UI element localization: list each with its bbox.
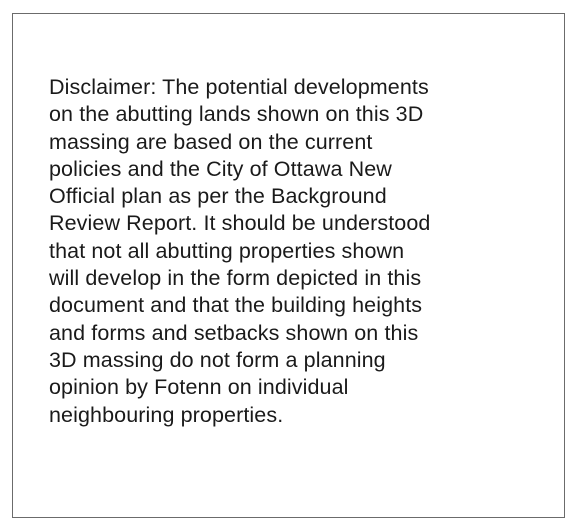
disclaimer-line: 3D massing do not form a planning	[49, 347, 386, 372]
disclaimer-line: opinion by Fotenn on individual	[49, 375, 349, 400]
disclaimer-line: and forms and setbacks shown on this	[49, 320, 419, 345]
disclaimer-line: Disclaimer: The potential developments	[49, 75, 429, 99]
disclaimer-line: document and that the building heights	[49, 293, 423, 318]
disclaimer-line: Official plan as per the Background	[49, 184, 387, 209]
disclaimer-line: policies and the City of Ottawa New	[49, 156, 392, 181]
disclaimer-text	[49, 74, 549, 429]
disclaimer-line: neighbouring properties.	[49, 402, 284, 427]
disclaimer-line: on the abutting lands shown on this 3D	[49, 102, 424, 127]
disclaimer-line: massing are based on the current	[49, 129, 373, 154]
disclaimer-box	[12, 13, 565, 518]
disclaimer-line: that not all abutting properties shown	[49, 238, 405, 263]
disclaimer-line: will develop in the form depicted in this	[49, 266, 422, 291]
disclaimer-line: Review Report. It should be understood	[49, 211, 431, 236]
